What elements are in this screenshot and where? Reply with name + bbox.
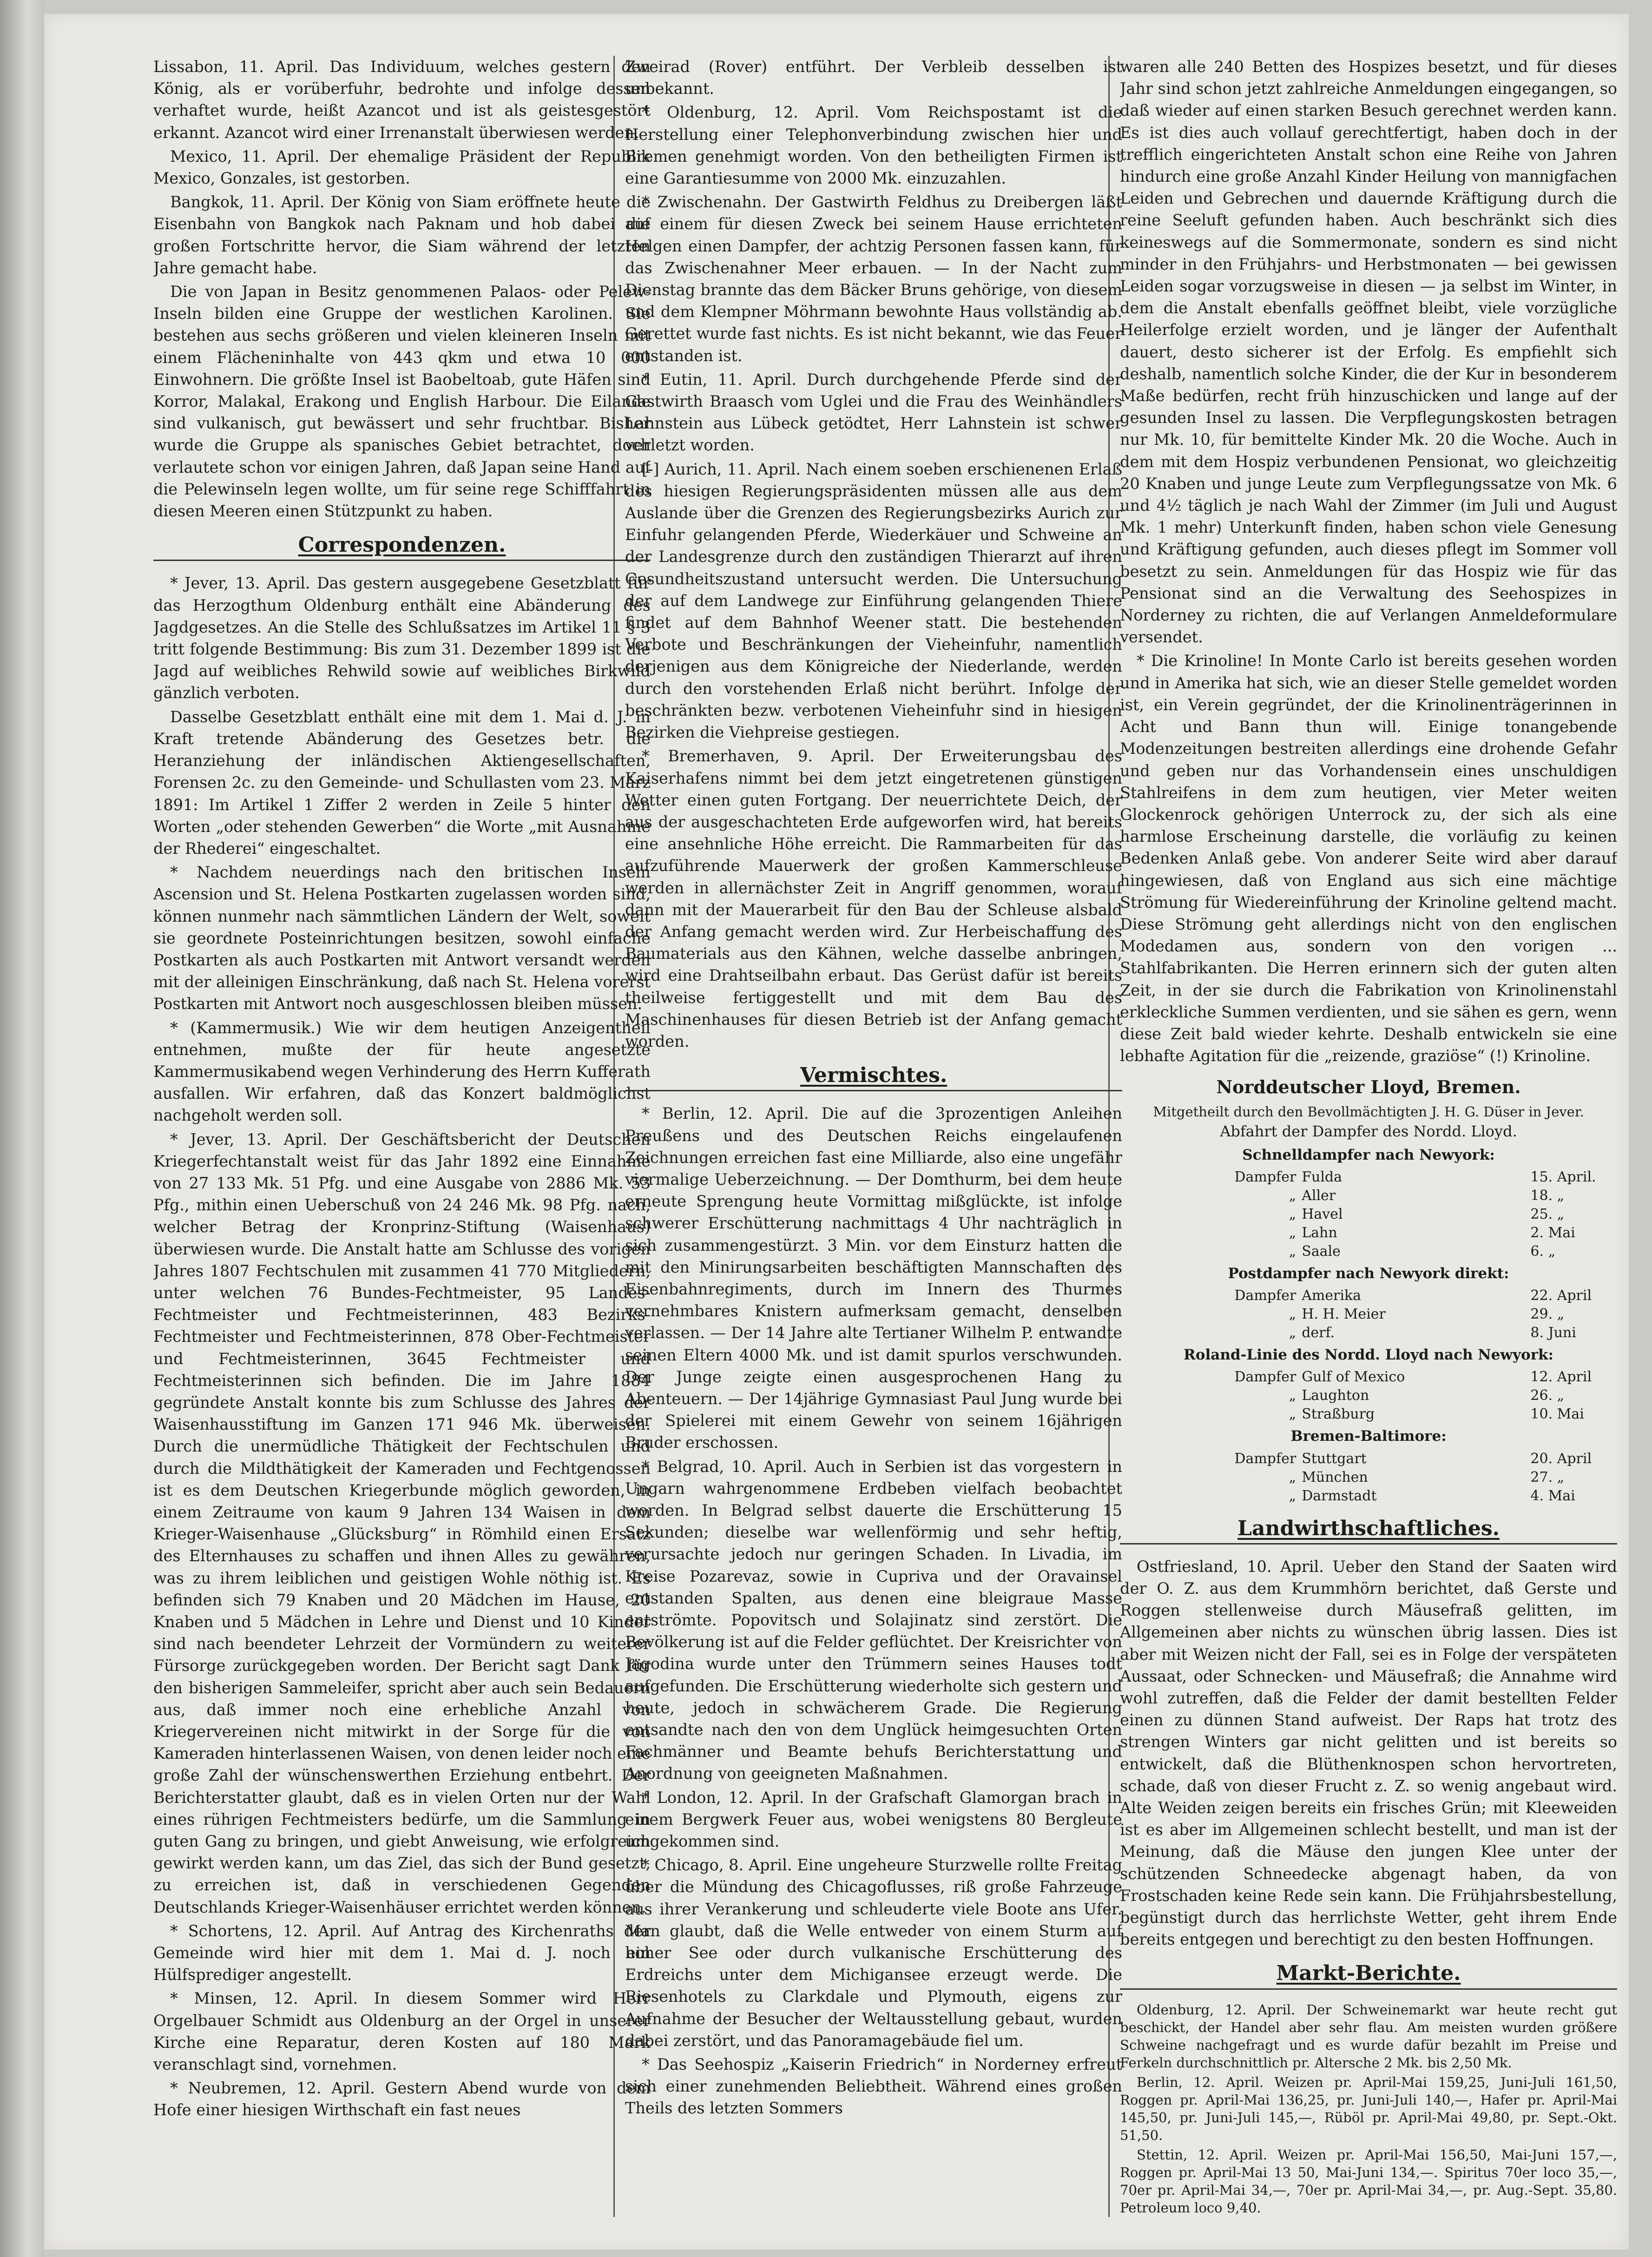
table-row (1120, 1205, 1617, 1224)
table-row (1120, 1487, 1617, 1505)
table-cell: Dampfer (1234, 1287, 1297, 1304)
table-cell: 29. „ (1530, 1306, 1565, 1323)
table-cell: „ (1289, 1387, 1297, 1404)
column-3 (1120, 56, 1617, 2217)
lloyd-heading: Norddeutscher Lloyd, Bremen. (1216, 1076, 1521, 1098)
article-schortens: * Schortens, 12. April. Auf Antrag des Kirchenraths der Gemeinde wird hier mit dem 1. Mai d. J. noch ein Hülfsprediger angestellt. (153, 1921, 651, 1984)
table-row (1120, 1450, 1617, 1468)
table-cell: Gulf of Mexico (1302, 1369, 1405, 1386)
table-cell: H. H. Meier (1302, 1306, 1386, 1323)
schedule-table (1120, 1287, 1617, 1342)
table-cell: Aller (1302, 1187, 1336, 1204)
table-cell: Amerika (1302, 1287, 1362, 1304)
table-row (1120, 1368, 1617, 1386)
article-seehospiz: * Das Seehospiz „Kaiserin Friedrich“ in Norderney erfreut sich einer zunehmenden Beliebtheit. Während eines großen Theils des letzten Sommers (625, 2055, 1122, 2118)
article-zwischenahn: * Zwischenahn. Der Gastwirth Feldhus zu Dreibergen läßt auf einem für diesen Zweck bei seinem Hause errichteten Helgen einen Dampfer, der achtzig Personen fassen kann, für das Zwischenahner Meer erbauen. — In der Nacht zum Dienstag brannte das dem Bäcker Bruns gehörige, von diesem und dem Klempner Möhrmann bewohnte Haus vollständig ab. Gerettet wurde fast nichts. Es ist nicht bekannt, wie das Feuer entstanden ist. (625, 193, 1122, 365)
table-cell: „ (1289, 1206, 1297, 1222)
table-cell: Havel (1302, 1206, 1343, 1222)
table-cell: 26. „ (1530, 1387, 1565, 1404)
table-cell: Saale (1302, 1243, 1341, 1260)
table-row (1120, 1287, 1617, 1305)
table-row (1120, 1224, 1617, 1242)
section-heading: Correspondenzen. (153, 534, 651, 561)
table-row (1120, 1242, 1617, 1261)
article-japan: Die von Japan in Besitz genommenen Palaos- oder Pelew-Inseln bilden eine Gruppe der westlichen Karolinen. Sie bestehen aus sechs größeren und vielen kleineren Inseln mit einem Flächeninhalte von 443 qkm und etwa 10 000 Einwohnern. Die größte Insel ist Baobeltoab, gute Häfen sind Korror, Malakal, Erakong und English Harbour. Die Eilande sind vulkanisch, gut bewässert und sehr fruchtbar. Bisher wurde die Gruppe als spanisches Gebiet betrachtet, doch verlautete schon vor einigen Jahren, daß Japan seine Hand auf die Pelewinseln legen wollte, um für seine rege Schifffahrt in diesen Meeren einen Stützpunkt zu haben. (153, 283, 651, 521)
article-jever: * Jever, 13. April. Das gestern ausgegebene Gesetzblatt für das Herzogthum Oldenburg enthält eine Abänderung des Jagdgesetzes. An die Stelle des Schlußsatzes im Artikel 11 § 3 tritt folgende Bestimmung: Bis zum 31. Dezember 1899 ist die Jagd auf weibliches Rehwild sowie auf weibliches Birkwild gänzlich verboten. (153, 574, 651, 702)
book-binding (0, 0, 44, 2257)
table-row (1120, 1305, 1617, 1324)
article-bremerhaven: * Bremerhaven, 9. April. Der Erweiterungsbau des Kaiserhafens nimmt bei dem jetzt eingetretenen günstigen Wetter einen guten Fortgang. Der neuerrichtete Deich, der aus der ausgeschachteten Erde aufgeworfen wird, hat bereits eine ansehnliche Höhe erreicht. Die Rammarbeiten für das aufzuführende Mauerwerk der großen Kammerschleuse werden in allernächster Zeit in Angriff genommen, worauf dann mit der Mauerarbeit für den Bau der Schleuse alsbald der Anfang gemacht werden wird. Zur Herbeischaffung des Baumaterials aus den Kähnen, welche dasselbe anbringen, wird eine Drahtseilbahn erbaut. Das Gerüst dafür ist bereits theilweise fertiggestellt und mit dem Bau des Maschinenhauses für diesen Betrieb ist der Anfang gemacht worden. (625, 747, 1122, 1050)
market-stettin: Stettin, 12. April. Weizen pr. April-Mai 156,50, Mai-Juni 157,—, Roggen pr. April-Mai 13 50, Mai-Juni 134,—. Spiritus 70er loco 35,—, 70er pr. April-Mai 34,—, 70er pr. April-Mai 34,—, pr. Aug.-Sept. 35,80. Petroleum loco 9,40. (1120, 2146, 1617, 2216)
table-cell: derf. (1302, 1325, 1335, 1341)
schedule-subheading: Postdampfer nach Newyork direkt: (1228, 1265, 1509, 1282)
market-berlin: Berlin, 12. April. Weizen pr. April-Mai 159,25, Juni-Juli 161,50, Roggen pr. April-Mai 136,25, pr. Juni-Juli 140,—, Hafer pr. April-Mai 145,50, pr. Juni-Juli 145,—, Rüböl pr. April-Mai 49,80, pr. Sept.-Okt. 51,50. (1120, 2074, 1617, 2143)
article-belgrad: * Belgrad, 10. April. Auch in Serbien ist das vorgestern in Ungarn wahrgenommene Erdbeben vielfach beobachtet worden. In Belgrad selbst dauerte die Erschütterung 15 Sekunden; dieselbe war wellenförmig und sehr heftig, verursachte jedoch nur geringen Schaden. In Livadia, im Kreise Pozarevaz, sowie in Cupriva und der Oravainsel entstanden Spalten, aus denen eine bleigraue Masse entströmte. Popovitsch und Solajinatz sind zerstört. Die Bevölkerung ist auf die Felder geflüchtet. Der Kreisrichter von Jagodina wurde unter den Trümmern seines Hauses todt aufgefunden. Die Erschütterung wiederholte sich gestern und heute, jedoch in schwächerem Grade. Die Regierung entsandte nach den von dem Unglück heimgesuchten Orten Fachmänner und Beamte behufs Berichterstattung und Anordnung von geeigneten Maßnahmen. (625, 1457, 1122, 1783)
article-oldenburg: * Oldenburg, 12. April. Vom Reichspostamt ist die Herstellung einer Telephonverbindung zwischen hier und Bremen genehmigt worden. Von den betheiligten Firmen ist eine Garantiesumme von 2000 Mk. einzuzahlen. (625, 103, 1122, 188)
table-cell: Lahn (1302, 1224, 1337, 1241)
table-cell: 10. Mai (1530, 1406, 1584, 1423)
table-cell: Stuttgart (1302, 1450, 1367, 1467)
article-berlin: * Berlin, 12. April. Die auf die 3prozentigen Anleihen Preußens und des Deutschen Reichs eingelaufenen Zeichnungen erreichen fast eine Milliarde, also eine ungefähr viermalige Ueberzeichnung. — Der Domthurm, bei dem heute erneute Sprengung heute Vormittag mißglückte, ist infolge schwerer Erschütterung nachmittags 4 Uhr nachträglich in sich zusammengestürzt. 3 Min. vor dem Einsturz hatten die mit den Minirungsarbeiten beschäftigten Mannschaften des Eisenbahnregiments, durch im Innern des Thurmes vernehmbares Knistern aufmerksam gemacht, denselben verlassen. — Der 14 Jahre alte Tertianer Wilhelm P. entwandte seinen Eltern 4000 Mk. und ist damit spurlos verschwunden. Der Junge zeigte einen ausgesprochenen Hang zu Abenteuern. — Der 14jährige Gymnasiast Paul Jung wurde bei der Spielerei mit einem Gewehr von seinem 16jährigen Bruder erschossen. (625, 1104, 1122, 1452)
table-cell: „ (1289, 1187, 1297, 1204)
article-chicago: * Chicago, 8. April. Eine ungeheure Sturzwelle rollte Freitag über die Mündung des Chicagoflusses, riß große Fahrzeuge aus ihrer Verankerung und schleuderte viele Boote ans Ufer. Man glaubt, daß die Welle entweder von einem Sturm auf hoher See oder durch vulkanische Erschütterung des Erdreichs unter dem Michigansee erzeugt werde. Die Riesenhotels zu Clarkdale und Plymouth, eigens zur Aufnahme der Besucher der Weltausstellung gebaut, wurden dabei zerstört, und das Panoramagebäude fiel um. (625, 1856, 1122, 2050)
table-cell: Dampfer (1234, 1450, 1297, 1467)
table-row (1120, 1468, 1617, 1487)
table-cell: 6. „ (1530, 1243, 1556, 1260)
table-row (1120, 1168, 1617, 1187)
schedule-subheading: Roland-Linie des Nordd. Lloyd nach Newyork: (1184, 1346, 1553, 1364)
column-2 (625, 56, 1122, 2217)
article-bangkok: Bangkok, 11. April. Der König von Siam eröffnete heute die Eisenbahn von Bangkok nach Paknam und hob dabei die großen Fortschritte hervor, die Siam während der letzten Jahre gemacht habe. (153, 193, 651, 277)
table-cell: Fulda (1302, 1168, 1343, 1185)
lloyd-subtitle: Mitgetheilt durch den Bevollmächtigten J. H. G. Düser in Jever. (1153, 1103, 1584, 1120)
section-heading: Vermischtes. (625, 1064, 1122, 1091)
article-aurich: [-] Aurich, 11. April. Nach einem soeben erschienenen Erlaß des hiesigen Regierungspräsidenten müssen alle aus dem Auslande über die Grenzen des Regierungsbezirks Aurich zur Einfuhr gelangenden Pferde, Wiederkäuer und Schweine an der Landesgrenze durch den zuständigen Thierarzt auf ihren Gesundheitszustand untersucht werden. Die Untersuchung der auf dem Landwege zur Einführung gelangenden Thiere findet auf dem Bahnhof Weener statt. Die bestehenden Verbote und Beschränkungen der Vieheinfuhr, namentlich derjenigen aus dem Königreiche der Niederlande, werden durch den vorstehenden Erlaß nicht berührt. Infolge der beschränkten bezw. verbotenen Vieheinfuhr sind in hiesigen Bezirken die Viehpreise gestiegen. (625, 460, 1122, 742)
table-cell: Straßburg (1302, 1406, 1375, 1423)
schedule-subheading: Schnelldampfer nach Newyork: (1242, 1146, 1495, 1163)
section-heading: Landwirthschaftliches. (1120, 1518, 1617, 1544)
article-krinoline: * Die Krinoline! In Monte Carlo ist bereits gesehen worden und in Amerika hat sich, wie an dieser Stelle gemeldet worden ist, ein Verein gegründet, der die Krinolinenträgerinnen in Acht und Bann thun will. Einige tonangebende Modenzeitungen bestreiten allerdings eine drohende Gefahr und geben nur das Vorhandensein eines unschuldigen Stahlreifens in dem zum heutigen, vier Meter weiten Glockenrock gehörigen Unterrock zu, der sich als eine harmlose Erscheinung darstelle, die vorläufig zu keinen Bedenken Anlaß gebe. Von anderer Seite wird aber darauf hingewiesen, daß von England aus sich eine mächtige Strömung für Wiedereinführung der Krinoline geltend macht. Diese Strömung geht allerdings nicht von den englischen Modedamen aus, sondern von den vorigen ... Stahlfabrikanten. Die Herren erinnern sich der guten alten Zeit, in der sie durch die Fabrikation von Krinolinenstahl erkleckliche Summen verdienten, und sie sähen es gern, wenn diese Zeit bald wieder kehrte. Deshalb entwickeln sie eine lebhafte Agitation für die „reizende, graziöse“ (!) Krinoline. (1120, 652, 1617, 1065)
table-cell: „ (1289, 1325, 1297, 1341)
table-row (1120, 1324, 1617, 1342)
article-hospiz-cont: waren alle 240 Betten des Hospizes besetzt, und für dieses Jahr sind schon jetzt zahlreiche Anmeldungen eingegangen, so daß wieder auf einen starken Besuch gerechnet werden kann. Es ist dies auch vollauf gerechtfertigt, haben doch in der trefflich eingerichteten Anstalt schon eine Reihe von Jahren hindurch eine große Anzahl Kinder Heilung von mannigfachen Leiden und Gebrechen und dauernde Kräftigung durch die reine Seeluft gefunden haben. Auch beschränkt sich dies keineswegs auf die Sommermonate, sondern es sind nicht minder in den Frühjahrs- und Herbstmonaten — bei gewissen Leiden sogar vorzugsweise in diesen — ja selbst im Winter, in dem die Anstalt ebenfalls geöffnet bleibt, viele vorzügliche Heilerfolge erzielt worden, und je länger der Aufenthalt dauert, desto sicherer ist der Erfolg. Es empfiehlt sich deshalb, namentlich solche Kinder, die der Kur in besonderem Maße bedürfen, recht früh hinzuschicken und lange auf der gesunden Insel zu lassen. Die Verpflegungskosten betragen nur Mk. 10, für bemittelte Kinder Mk. 20 die Woche. Auch in dem mit dem Hospiz verbundenen Pensionat, wo gleichzeitig 20 Knaben und junge Leute zum Verpflegungssatze von Mk. 6 und 4½ täglich je nach Wahl der Zimmer (im Juli und August Mk. 1 mehr) Unterkunft finden, haben schon viele Genesung und Kräftigung gefunden, auch dieses pflegt im Sommer voll besetzt zu sein. Anmeldungen für das Hospiz wie für das Pensionat sind an die Verwaltung des Seehospizes in Norderney zu richten, die auf Verlangen Anmeldeformulare versendet. (1120, 58, 1617, 647)
table-cell: 18. „ (1530, 1187, 1565, 1204)
table-cell: Dampfer (1234, 1168, 1297, 1185)
table-cell: 20. April (1530, 1450, 1592, 1467)
schedule-table (1120, 1368, 1617, 1424)
table-cell: Laughton (1302, 1387, 1369, 1404)
article-london: * London, 12. April. In der Grafschaft Glamorgan brach in einem Bergwerk Feuer aus, wobei wenigstens 80 Bergleute umgekommen sind. (625, 1788, 1122, 1851)
table-cell: „ (1289, 1469, 1297, 1485)
table-cell: München (1302, 1469, 1368, 1485)
article-neubremen: * Neubremen, 12. April. Gestern Abend wurde von dem Hofe einer hiesigen Wirthschaft ein fast neues (153, 2079, 651, 2119)
table-cell: 25. „ (1530, 1206, 1565, 1222)
article-mexico: Mexico, 11. April. Der ehemalige Präsident der Republik Mexico, Gonzales, ist gestorben. (153, 147, 651, 188)
article-minsen: * Minsen, 12. April. In diesem Sommer wird Herr Orgelbauer Schmidt aus Oldenburg an der Orgel in unserer Kirche eine Reparatur, deren Kosten auf 180 Mark veranschlagt sind, vornehmen. (153, 1989, 651, 2074)
column-1 (153, 56, 651, 2217)
table-cell: „ (1289, 1243, 1297, 1260)
article-postkarten: * Nachdem neuerdings nach den britischen Inseln Ascension und St. Helena Postkarten zugelassen worden sind, können nunmehr nach sämmtlichen Ländern der Welt, soweit sie geordnete Posteinrichtungen besitzen, sowohl einfache Postkarten als auch Postkarten mit Antwort versandt werden mit der alleinigen Einschränkung, daß nach St. Helena vorerst Postkarten mit Antwort noch ausgeschlossen bleiben müssen. (153, 863, 651, 1013)
table-cell: „ (1289, 1406, 1297, 1423)
table-cell: 8. Juni (1530, 1325, 1576, 1341)
table-cell: 2. Mai (1530, 1224, 1575, 1241)
article-ostfriesland: Ostfriesland, 10. April. Ueber den Stand der Saaten wird der O. Z. aus dem Krummhörn berichtet, daß Gerste und Roggen stellenweise durch Mäusefraß gelitten, im Allgemeinen aber nichts zu wünschen übrig lassen. Dies ist aber mit Weizen nicht der Fall, sei es in Folge der verspäteten Aussaat, oder Schnecken- und Mäusefraß; die Annahme wird wohl zutreffen, daß die Felder der damit bestellten Felder einen zu dünnen Stand aufweist. Der Raps hat trotz des strengen Winters gar nicht gelitten und ist bereits so entwickelt, daß die Blüthenknospen schon hervortreten, schade, daß von dieser Frucht z. Z. so wenig angebaut wird. Alte Weiden zeigen bereits ein frisches Grün; mit Kleeweiden ist es aber im Allgemeinen schlecht bestellt, und man ist der Meinung, daß die Mäuse den jungen Klee unter der schützenden Schneedecke abgenagt haben, da von Frostschaden keine Rede sein kann. Die Frühjahrsbestellung, begünstigt durch das herrlichste Wetter, geht ihrem Ende bereits entgegen und berechtigt zu den besten Hoffnungen. (1120, 1557, 1617, 1949)
section-heading: Markt-Berichte. (1120, 1962, 1617, 1989)
table-cell: Dampfer (1234, 1369, 1297, 1386)
table-cell: „ (1289, 1487, 1297, 1504)
schedule-subheading: Bremen-Baltimore: (1290, 1428, 1447, 1445)
table-cell: „ (1289, 1224, 1297, 1241)
article-zweirad: Zweirad (Rover) entführt. Der Verbleib desselben ist unbekannt. (625, 58, 1122, 98)
article-lissabon: Lissabon, 11. April. Das Individuum, welches gestern den König, als er vorüberfuhr, bedrohte und infolge dessen verhaftet wurde, heißt Azancot und ist als geistesgestört erkannt. Azancot wird einer Irrenanstalt überwiesen werden. (153, 58, 651, 142)
table-cell: Darmstadt (1302, 1487, 1377, 1504)
table-cell: 4. Mai (1530, 1487, 1575, 1504)
table-row (1120, 1405, 1617, 1424)
lloyd-departures-title: Abfahrt der Dampfer des Nordd. Lloyd. (1220, 1122, 1517, 1140)
table-row (1120, 1386, 1617, 1405)
table-cell: 12. April (1530, 1369, 1592, 1386)
market-oldenburg: Oldenburg, 12. April. Der Schweinemarkt war heute recht gut beschickt, der Handel aber sehr flau. Am meisten wurden größere Schweine nachgefragt und es wurde dafür bezahlt im Preise und Ferkeln durchschnittlich pr. Altersche 2 Mk. bis 2,50 Mk. (1120, 2001, 1617, 2071)
table-cell: „ (1289, 1306, 1297, 1323)
article-eutin: * Eutin, 11. April. Durch durchgehende Pferde sind der Gastwirth Braasch vom Uglei und die Frau des Weinhändlers Lahnstein aus Lübeck getödtet, Herr Lahnstein ist schwer verletzt worden. (625, 370, 1122, 455)
article-gesetzblatt: Dasselbe Gesetzblatt enthält eine mit dem 1. Mai d. J. in Kraft tretende Abänderung des Gesetzes betr. die Heranziehung der inländischen Aktiengesellschaften, Forensen 2c. zu den Gemeinde- und Schullasten vom 23. März 1891: Im Artikel 1 Ziffer 2 werden in Zeile 5 hinter den Worten „oder stehenden Gewerben“ die Worte „mit Ausnahme der Rhederei“ eingeschaltet. (153, 707, 651, 858)
table-row (1120, 1187, 1617, 1205)
schedule-table (1120, 1450, 1617, 1505)
article-jever-krieger: * Jever, 13. April. Der Geschäftsbericht der Deutschen Kriegerfechtanstalt weist für das Jahr 1892 eine Einnahme von 27 133 Mk. 51 Pfg. und eine Ausgabe von 2886 Mk. 53 Pfg., mithin einen Ueberschuß von 24 246 Mk. 98 Pfg. nach, welcher Betrag der Kronprinz-Stiftung (Waisenhaus) überwiesen wurde. Die Anstalt hatte am Schlusse des vorigen Jahres 1807 Fechtschulen mit zusammen 41 770 Mitgliedern, unter welchen 76 Bundes-Fechtmeister, 95 Landes-Fechtmeister und Fechtmeisterinnen, 483 Bezirks-Fechtmeister und Fechtmeisterinnen, 878 Ober-Fechtmeister und Fechtmeisterinnen, 3645 Fechtmeister und Fechtmeisterinnen sich befinden. Die im Jahre 1884 gegründete Anstalt konnte bis zum Schlusse des Jahres der Waisenhausstiftung im Ganzen 171 946 Mk. überweisen. Durch die unermüdliche Thätigkeit der Fechtschulen und durch die Mildthätigkeit der Kameraden und Fechtgenossen ist es dem Deutschen Kriegerbunde möglich geworden, in einem Zeitraume von kaum 9 Jahren 134 Waisen in dem Krieger-Waisenhause „Glücksburg“ in Römhild einen Ersatz des Elternhauses zu schaffen und ihnen Alles zu gewähren, was zu ihrem leiblichen und geistigen Wohle nöthig ist. Es befinden sich 79 Knaben und 20 Mädchen im Hause, 20 Knaben und 5 Mädchen in Lehre und Dienst und 10 Kinder sind nach beendeter Lehrzeit der Vormündern zu weiterer Fürsorge zurückgegeben worden. Der Bericht sagt Dank für den bisherigen Sammeleifer, spricht aber auch sein Bedauern aus, daß immer noch eine erhebliche Anzahl von Kriegervereinen nicht mitwirkt in der Sorge für die von Kameraden hinterlassenen Waisen, von denen leider noch eine große Zahl der wünschenswerthen Erziehung entbehrt. Der Berichterstatter glaubt, daß es in vielen Orten nur der Wahl eines rührigen Fechtmeisters bedürfe, um die Sammlung in guten Gang zu bringen, und giebt Anweisung, wie erfolgreich gewirkt werden kann, um das Ziel, das sich der Bund gesetzt, zu erreichen ist, daß in verschiedenen Gegenden Deutschlands Krieger-Waisenhäuser errichtet werden können. (153, 1130, 651, 1916)
table-cell: 15. April. (1530, 1168, 1596, 1185)
article-kammermusik: * (Kammermusik.) Wie wir dem heutigen Anzeigentheil entnehmen, mußte der für heute angesetzte Kammermusikabend wegen Verhinderung des Herrn Kufferath ausfallen. Wir erfahren, daß das Konzert baldmöglichst nachgeholt werden soll. (153, 1018, 651, 1125)
table-cell: 27. „ (1530, 1469, 1565, 1485)
schedule-table (1120, 1168, 1617, 1261)
table-cell: 22. April (1530, 1287, 1592, 1304)
